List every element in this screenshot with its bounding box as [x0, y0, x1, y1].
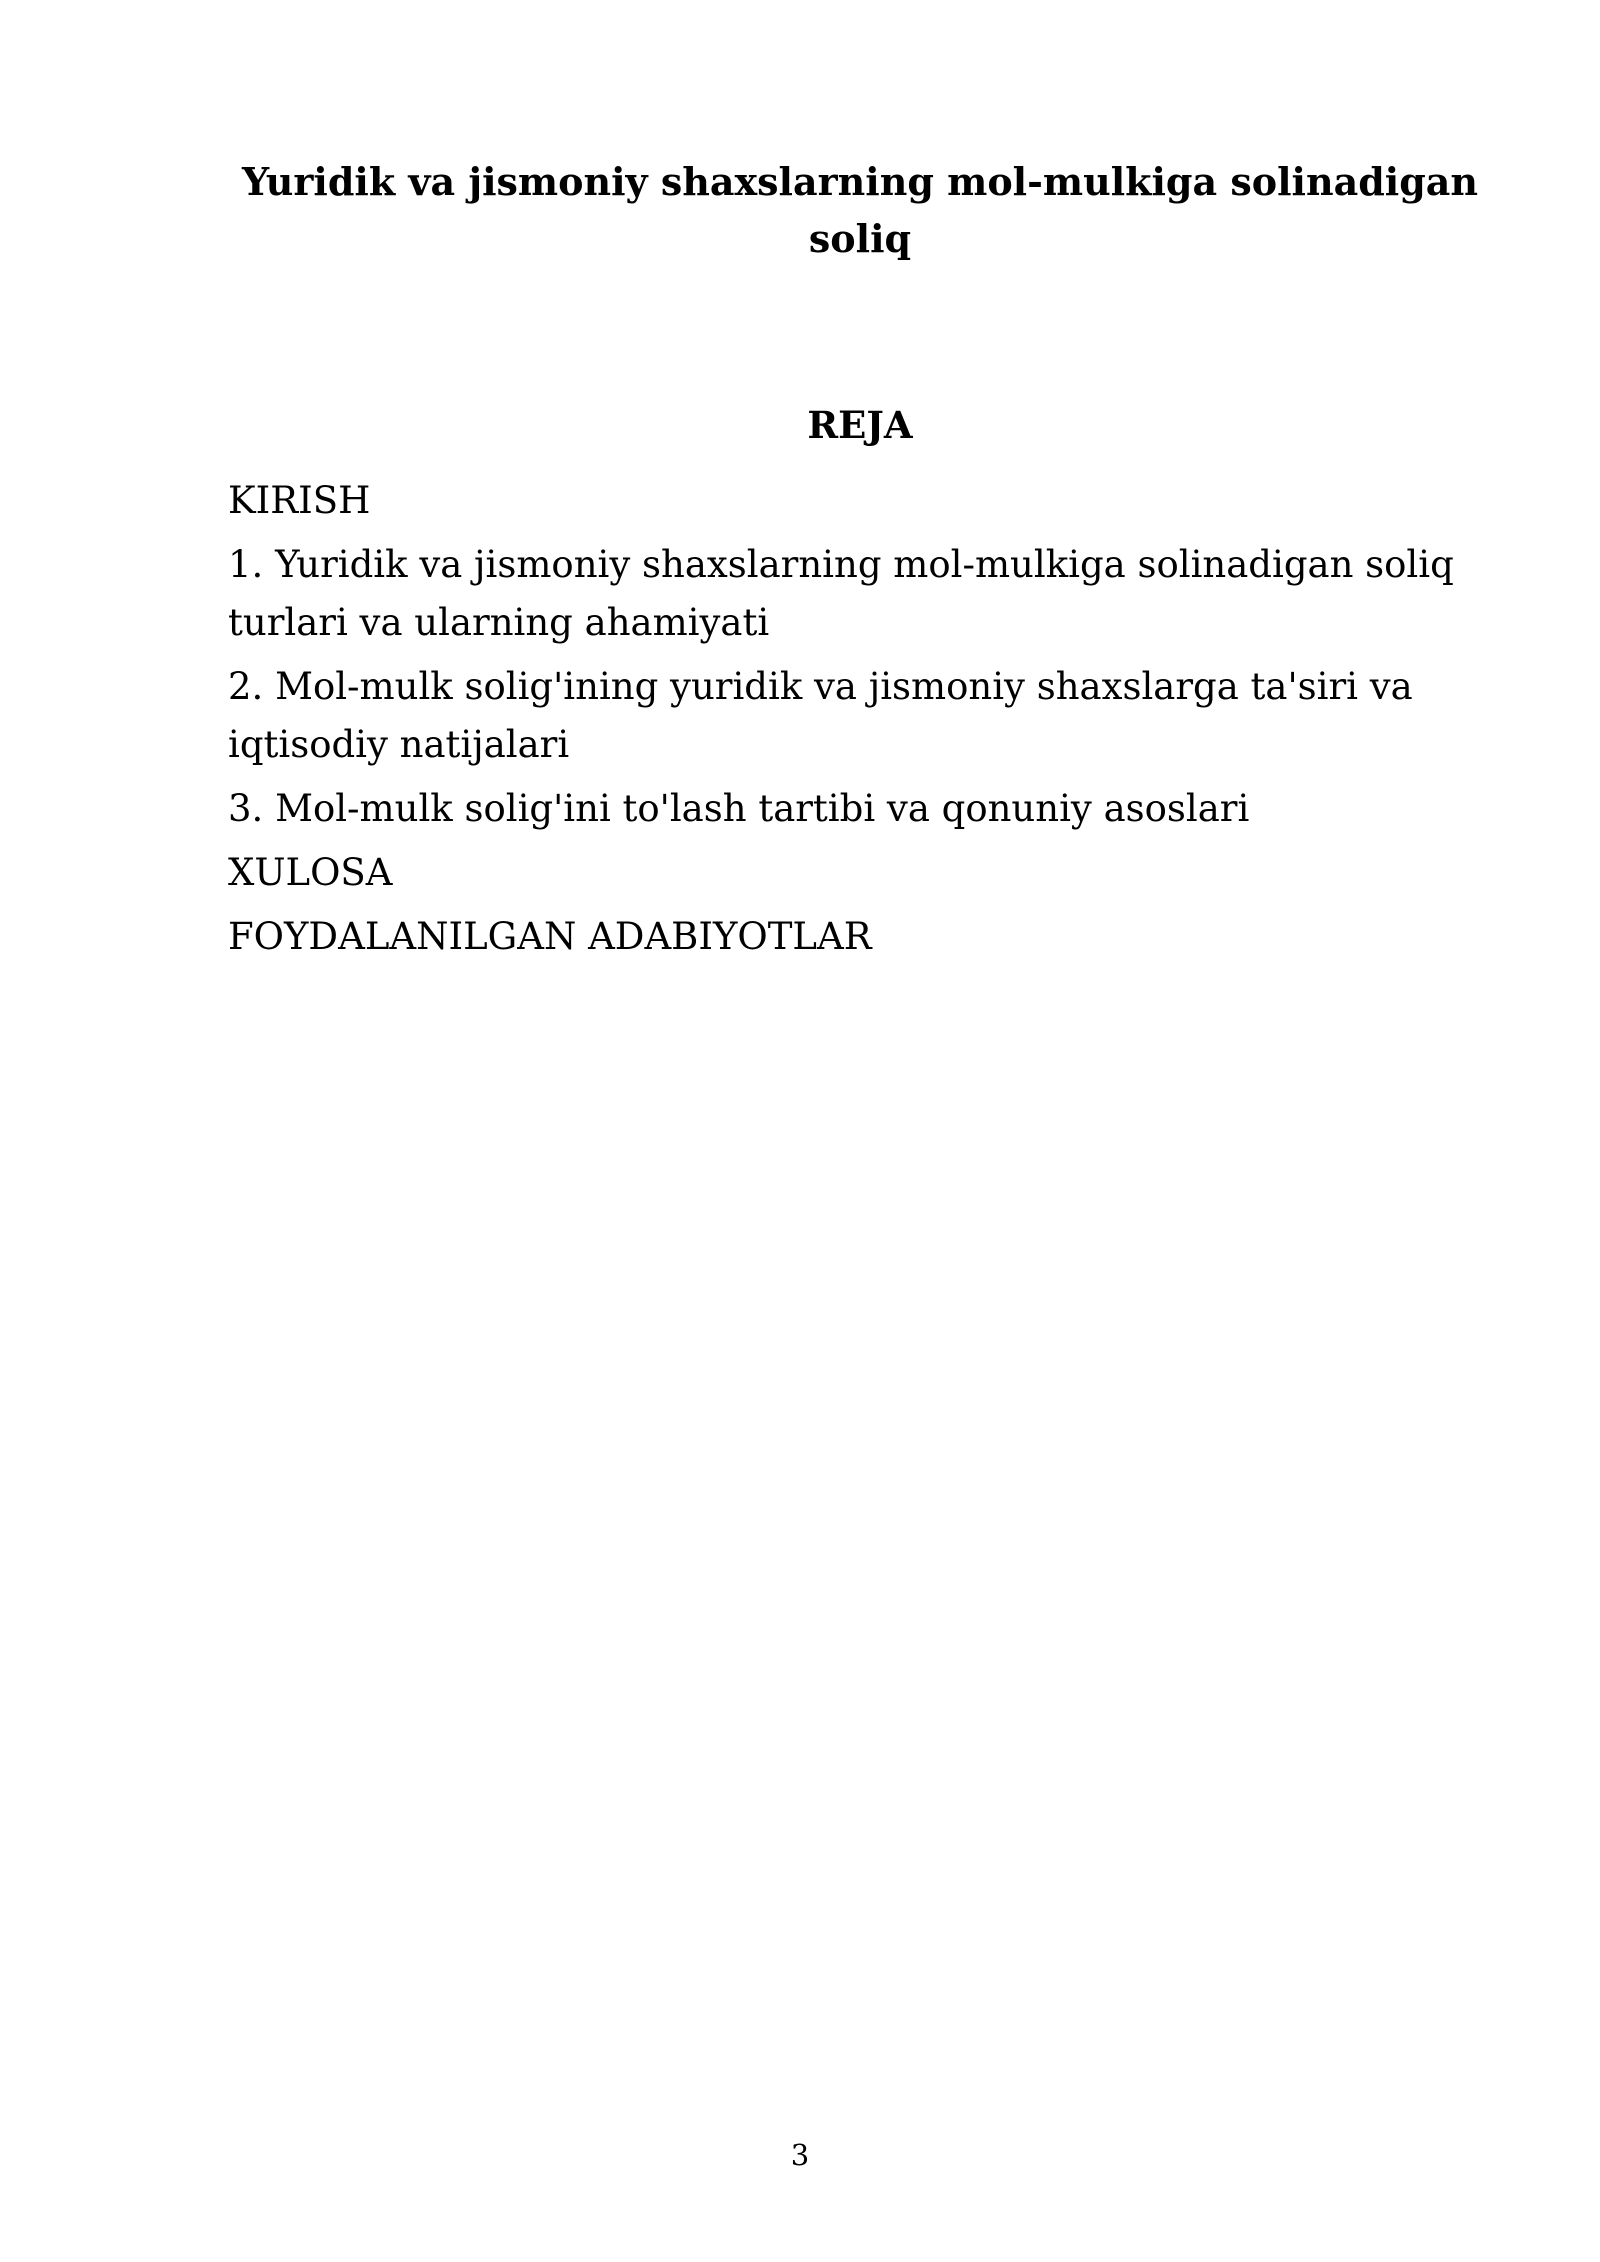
plan-item-conclusion: XULOSA	[228, 851, 393, 894]
plan-item-references: FOYDALANILGAN ADABIYOTLAR	[228, 915, 872, 958]
plan-item-1: 1. Yuridik va jismoniy shaxslarning mol-mulkiga solinadigan soliq turlari va ularning ahamiyati	[228, 543, 1454, 644]
plan-list	[228, 472, 1492, 972]
document-title: Yuridik va jismoniy shaxslarning mol-mulkiga solinadigan soliq	[241, 159, 1479, 261]
plan-item-3: 3. Mol-mulk solig'ini to'lash tartibi va qonuniy asoslari	[228, 787, 1250, 830]
page-number: 3	[790, 2138, 810, 2172]
plan-heading: REJA	[807, 403, 913, 447]
plan-item-introduction: KIRISH	[228, 479, 371, 522]
plan-item-2: 2. Mol-mulk solig'ining yuridik va jismoniy shaxslarga ta'siri va iqtisodiy natijalari	[228, 665, 1413, 766]
